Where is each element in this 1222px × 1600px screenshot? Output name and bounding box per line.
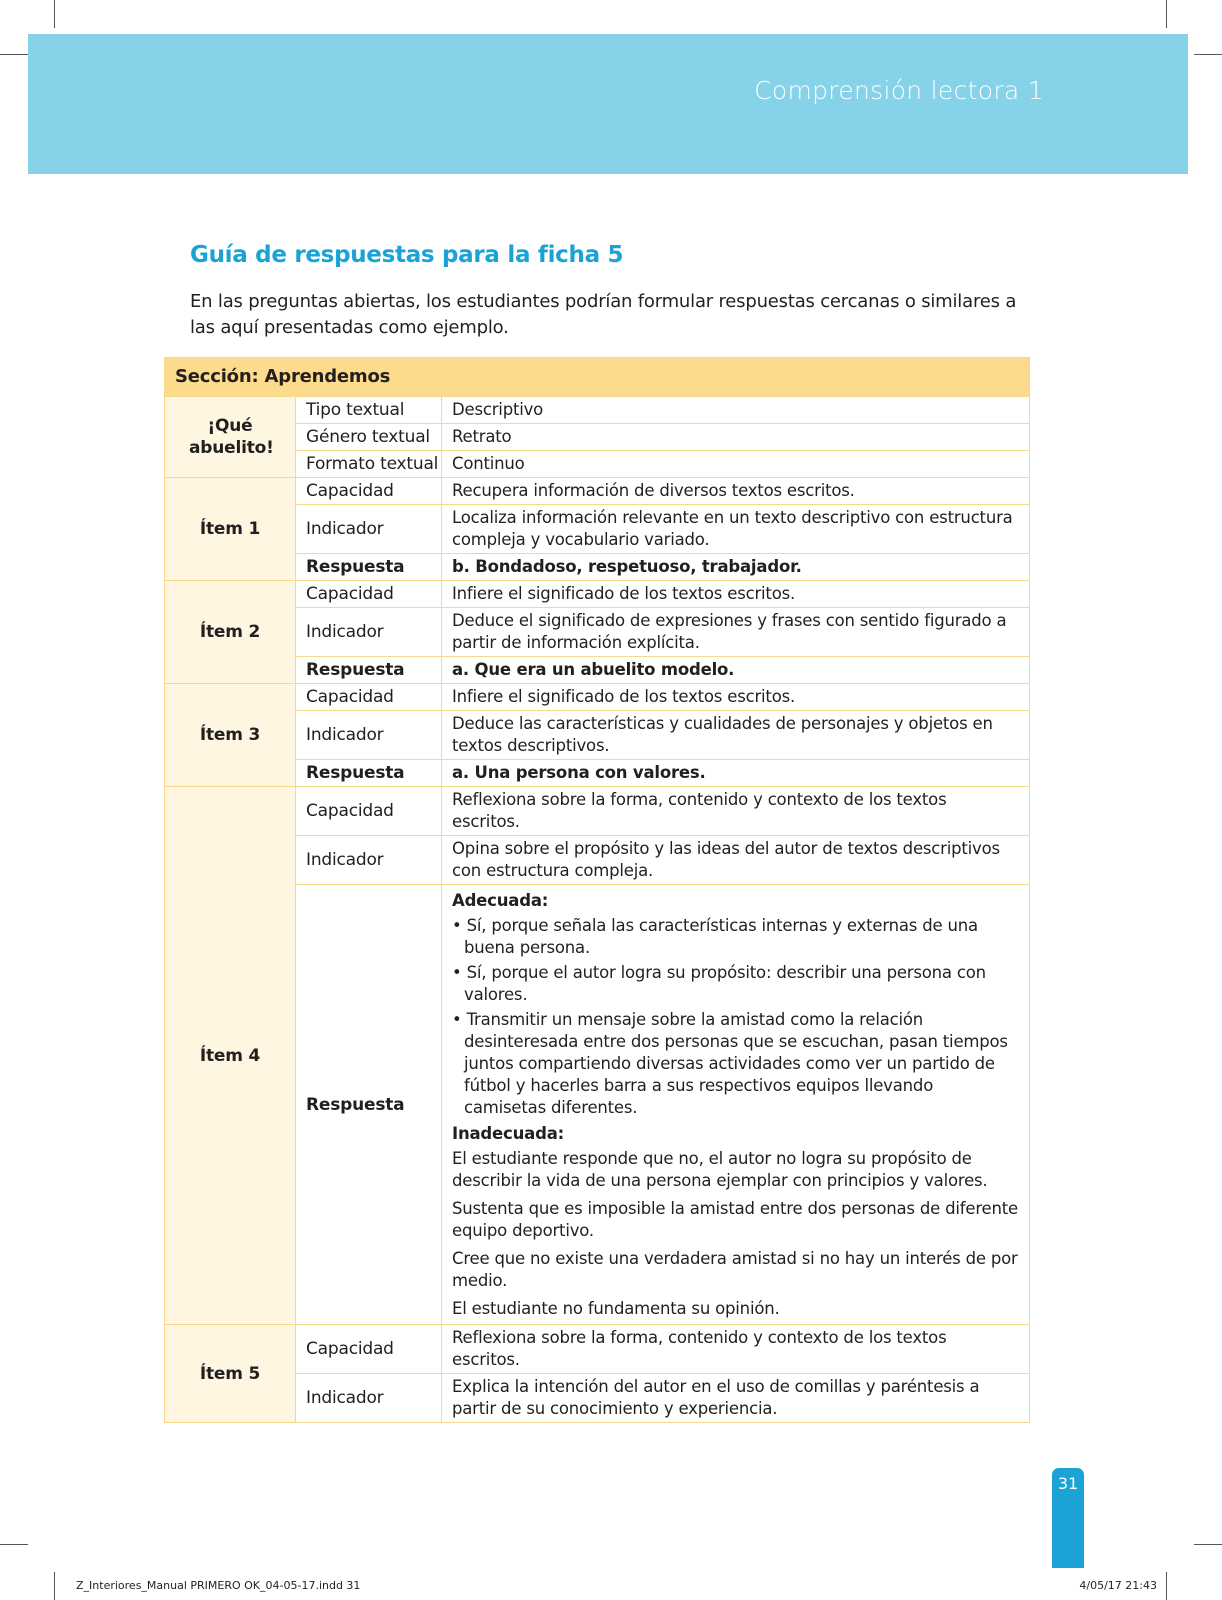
row-label: Formato textual (296, 451, 442, 478)
crop-mark (0, 1544, 28, 1545)
indicador-value: Localiza información relevante en un texto descriptivo con estructura compleja y vocabulario variado. (442, 505, 1030, 554)
adecuada-bullet: • Sí, porque señala las características internas y externas de una buena persona. (452, 916, 978, 957)
inadecuada-paragraph: El estudiante no fundamenta su opinión. (452, 1299, 780, 1318)
text-title: ¡Qué abuelito! (165, 397, 296, 478)
adecuada-bullet: • Sí, porque el autor logra su propósito: describir una persona con valores. (452, 963, 986, 1004)
indicador-label: Indicador (296, 836, 442, 885)
crop-mark (54, 0, 55, 28)
capacidad-label: Capacidad (296, 478, 442, 505)
row-label: Tipo textual (296, 397, 442, 424)
item-label: Ítem 2 (165, 581, 296, 684)
row-label: Género textual (296, 424, 442, 451)
page-number-tab (1052, 1468, 1084, 1568)
footer-date: 4/05/17 21:43 (1079, 1579, 1157, 1592)
item-label: Ítem 4 (165, 787, 296, 1325)
capacidad-label: Capacidad (296, 1325, 442, 1374)
indicador-label: Indicador (296, 505, 442, 554)
indicador-value: Explica la intención del autor en el uso de comillas y paréntesis a partir de su conocimiento y experiencia. (442, 1374, 1030, 1423)
capacidad-value: Infiere el significado de los textos escritos. (442, 581, 1030, 608)
table-row (165, 684, 1030, 711)
capacidad-label: Capacidad (296, 581, 442, 608)
respuesta-value: b. Bondadoso, respetuoso, trabajador. (442, 554, 1030, 581)
inadecuada-heading: Inadecuada: (452, 1124, 565, 1143)
indicador-value: Opina sobre el propósito y las ideas del autor de textos descriptivos con estructura compleja. (442, 836, 1030, 885)
crop-mark (1166, 1572, 1167, 1600)
row-value: Continuo (442, 451, 1030, 478)
header-title: Comprensión lectora 1 (754, 76, 1044, 105)
indicador-label: Indicador (296, 608, 442, 657)
adecuada-bullet: • Transmitir un mensaje sobre la amistad como la relación desinteresada entre dos personas que se escuchan, pasan tiempos juntos compartiendo diversas actividades como ver un partido de fútbol y hacerles barra a sus respectivos equipos llevando camisetas diferentes. (452, 1010, 1008, 1117)
crop-mark (1194, 1544, 1222, 1545)
crop-mark (1194, 54, 1222, 55)
page-heading: Guía de respuestas para la ficha 5 (190, 242, 624, 268)
row-value: Retrato (442, 424, 1030, 451)
capacidad-label: Capacidad (296, 684, 442, 711)
indicador-label: Indicador (296, 711, 442, 760)
respuesta-value: a. Una persona con valores. (442, 760, 1030, 787)
adecuada-heading: Adecuada: (452, 891, 549, 910)
answer-guide-table (164, 357, 1030, 1423)
crop-mark (54, 1572, 55, 1600)
crop-mark (1166, 0, 1167, 28)
indicador-value: Deduce las características y cualidades de personajes y objetos en textos descriptivos. (442, 711, 1030, 760)
capacidad-value: Reflexiona sobre la forma, contenido y contexto de los textos escritos. (442, 1325, 1030, 1374)
capacidad-value: Reflexiona sobre la forma, contenido y contexto de los textos escritos. (442, 787, 1030, 836)
footer-file-info: Z_Interiores_Manual PRIMERO OK_04-05-17.indd 31 (76, 1579, 361, 1592)
table-row (165, 581, 1030, 608)
table-row (165, 1325, 1030, 1374)
respuesta-label: Respuesta (296, 885, 442, 1325)
page-number: 31 (1057, 1474, 1079, 1493)
row-value: Descriptivo (442, 397, 1030, 424)
respuesta-label: Respuesta (296, 554, 442, 581)
respuesta-label: Respuesta (296, 657, 442, 684)
respuesta-value: a. Que era un abuelito modelo. (442, 657, 1030, 684)
indicador-label: Indicador (296, 1374, 442, 1423)
crop-mark (0, 54, 28, 55)
section-title: Sección: Aprendemos (165, 358, 1030, 397)
inadecuada-paragraph: Sustenta que es imposible la amistad entre dos personas de diferente equipo deportivo. (452, 1199, 1018, 1240)
table-row (165, 787, 1030, 836)
intro-paragraph: En las preguntas abiertas, los estudiantes podrían formular respuestas cercanas o similares a las aquí presentadas como ejemplo. (190, 291, 1017, 338)
indicador-value: Deduce el significado de expresiones y frases con sentido figurado a partir de información explícita. (442, 608, 1030, 657)
respuesta-label: Respuesta (296, 760, 442, 787)
item-label: Ítem 3 (165, 684, 296, 787)
item-label: Ítem 1 (165, 478, 296, 581)
section-header-row (165, 358, 1030, 397)
item-label: Ítem 5 (165, 1325, 296, 1423)
capacidad-value: Infiere el significado de los textos escritos. (442, 684, 1030, 711)
respuesta-value (442, 885, 1030, 1325)
capacidad-label: Capacidad (296, 787, 442, 836)
table-row (165, 397, 1030, 424)
capacidad-value: Recupera información de diversos textos escritos. (442, 478, 1030, 505)
inadecuada-paragraph: El estudiante responde que no, el autor no logra su propósito de describir la vida de una persona ejemplar con principios y valores. (452, 1149, 988, 1190)
table-row (165, 478, 1030, 505)
inadecuada-paragraph: Cree que no existe una verdadera amistad si no hay un interés de por medio. (452, 1249, 1018, 1290)
